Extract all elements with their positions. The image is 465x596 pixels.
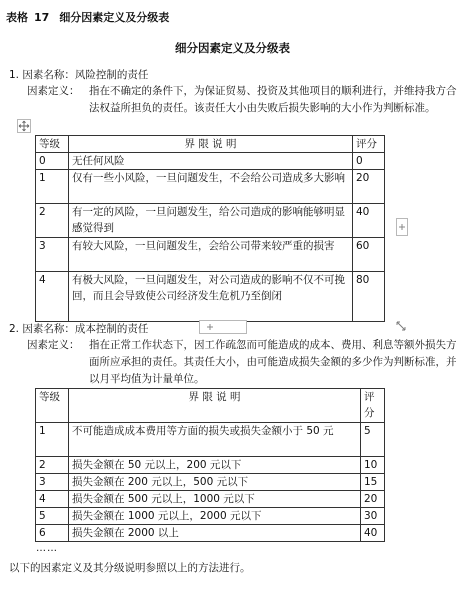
caption-text: 细分因素定义及分级表 [59,11,170,24]
description-cell: 有极大风险，一旦问题发生，对公司造成的影响不仅不可挽回，而且会导致使公司经济发生危机乃至倒闭 [69,272,353,322]
header-grade: 等级 [36,389,69,423]
table-row [36,525,385,542]
description-cell: 损失金额在 200 元以上，500 元以下 [69,474,361,491]
definition-text: 指在不确定的条件下，为保证贸易、投资及其他项目的顺利进行，并维持我方合法权益所担负的责任。该责任大小由失败后损失影响的大小作为判断标准。 [89,85,457,114]
section-1-definition [27,83,457,135]
section-1-heading: 1. 因素名称：风险控制的责任 [9,69,149,81]
definition-label: 因素定义： [27,85,80,97]
grade-cell: 5 [36,508,69,525]
description-cell: 不可能造成成本费用等方面的损失或损失金额小于 50 元 [69,423,361,457]
header-score: 评分 [361,389,385,423]
description-cell: 损失金额在 2000 以上 [69,525,361,542]
grade-cell: 4 [36,491,69,508]
caption-label: 表格 [6,11,28,24]
description-cell: 无任何风险 [69,153,353,170]
grade-cell: 3 [36,238,69,272]
description-cell: 仅有一些小风险，一旦问题发生，不会给公司造成多大影响 [69,170,353,204]
cost-grade-table [35,388,385,542]
section-2-heading: 2. 因素名称：成本控制的责任 [9,323,149,335]
grade-cell: 2 [36,204,69,238]
header-description: 界 限 说 明 [69,389,361,423]
header-grade: 等级 [36,136,69,153]
header-score: 评分 [353,136,385,153]
score-cell: 20 [361,491,385,508]
table-row [36,272,385,322]
section-2-definition [27,337,457,389]
caption-number: 17 [34,11,50,24]
table-caption [6,9,169,25]
table-row [36,153,385,170]
table-row [36,457,385,474]
table-header-row [36,136,385,153]
score-cell: 30 [361,508,385,525]
footer-note: 以下的因素定义及其分级说明参照以上的方法进行。 [9,562,251,574]
grade-cell: 6 [36,525,69,542]
description-cell: 有较大风险，一旦问题发生，会给公司带来较严重的损害 [69,238,353,272]
score-cell: 10 [361,457,385,474]
definition-label: 因素定义： [27,339,80,351]
header-description: 界 限 说 明 [69,136,353,153]
definition-text: 指在正常工作状态下，因工作疏忽而可能造成的成本、费用、利息等额外损失方面所应承担的责任。其责任大小，由可能造成损失金额的多少作为判断标准，并以月平均值为计量单位。 [89,339,457,385]
grade-cell: 1 [36,423,69,457]
grade-cell: 4 [36,272,69,322]
resize-diagonal-icon[interactable] [396,321,406,331]
score-cell: 80 [353,272,385,322]
grade-cell: 1 [36,170,69,204]
ellipsis: …… [36,543,58,554]
score-cell: 40 [361,525,385,542]
score-cell: 0 [353,153,385,170]
table-row [36,204,385,238]
grade-cell: 0 [36,153,69,170]
table-row [36,474,385,491]
score-cell: 15 [361,474,385,491]
description-cell: 损失金额在 500 元以上，1000 元以下 [69,491,361,508]
table-row [36,238,385,272]
score-cell: 5 [361,423,385,457]
add-row-plus-icon[interactable] [199,320,247,334]
move-arrows-icon[interactable] [17,119,31,133]
score-cell: 60 [353,238,385,272]
score-cell: 40 [353,204,385,238]
document-title: 细分因素定义及分级表 [175,41,290,55]
table-row [36,508,385,525]
grade-cell: 2 [36,457,69,474]
table-row [36,491,385,508]
table-row [36,423,385,457]
add-column-plus-icon[interactable] [396,218,408,236]
grade-cell: 3 [36,474,69,491]
risk-grade-table [35,135,385,322]
table-row [36,170,385,204]
score-cell: 20 [353,170,385,204]
description-cell: 损失金额在 1000 元以上，2000 元以下 [69,508,361,525]
table-header-row [36,389,385,423]
description-cell: 损失金额在 50 元以上，200 元以下 [69,457,361,474]
description-cell: 有一定的风险，一旦问题发生，给公司造成的影响能够明显感觉得到 [69,204,353,238]
